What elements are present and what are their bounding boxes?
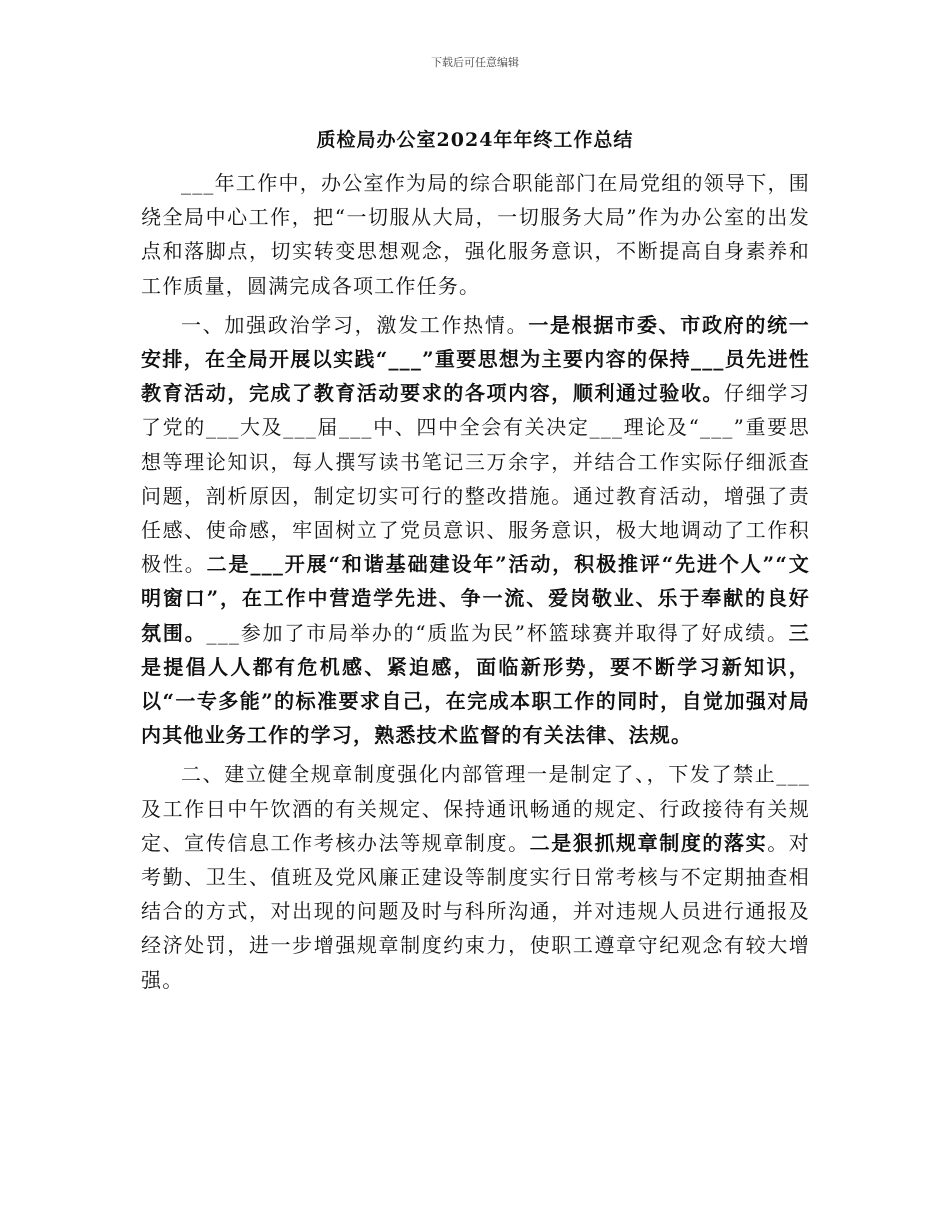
text-run-bold: 二是狠抓规章制度的落实 [529, 830, 768, 855]
header-note: 下载后可任意编辑 [431, 56, 519, 69]
document-body [141, 166, 810, 1002]
text-run: 一、加强政治学习，激发工作热情。 [181, 312, 529, 337]
text-run: ___参加了市局举办的“质监为民”杯篮球赛并取得了好成绩。 [206, 620, 789, 645]
text-run-bold: 二是___开展“和谐基础建设年”活动，积极推评“先进个人”“文明窗口”，在工作中营造学先进、争一流、爱岗敬业、乐于奉献的良好氛围。 [141, 552, 810, 645]
paragraph-intro [141, 166, 810, 303]
text-run-bold: 一是根据市委、市政府的统一安排，在全局开展以实践“___”重要思想为主要内容的保持___员先进性教育活动，完成了教育活动要求的各项内容，顺利通过验收。 [141, 312, 810, 406]
text-run-bold: 三是提倡人人都有危机感、紧迫感，面临新形势，要不断学习新知识，以“一专多能”的标准要求自己，在完成本职工作的同时，自觉加强对局内其他业务工作的学习，熟悉技术监督的有关法律、法规。 [141, 620, 810, 748]
paragraph-section-2 [141, 757, 810, 996]
paragraph-section-1 [141, 308, 810, 753]
text-run: 二、建立健全规章制度强化内部管理一是制定了、，下发了禁止___及工作日中午饮酒的有关规定、保持通讯畅通的规定、行政接待有关规定、宣传信息工作考核办法等规章制度。 [141, 762, 810, 855]
text-run: 仔细学习了党的___大及___届___中、四中全会有关决定___理论及“___”重要思想等理论知识，每人撰写读书笔记三万余字，并结合工作实际仔细派查问题，剖析原因，制定切实可行的整改措施。通过教育活动，增强了责任感、使命感，牢固树立了党员意识、服务意识，极大地调动了工作积极性。 [141, 381, 810, 577]
text-run: 。对考勤、卫生、值班及党风廉正建设等制度实行日常考核与不定期抽查相结合的方式，对出现的问题及时与科所沟通，并对违规人员进行通报及经济处罚，进一步增强规章制度约束力，使职工遵章守纪观念有较大增强。 [141, 830, 810, 992]
text-run: ___年工作中，办公室作为局的综合职能部门在局党组的领导下，围绕全局中心工作，把“一切服从大局，一切服务大局”作为办公室的出发点和落脚点，切实转变思想观念，强化服务意识，不断提高自身素养和工作质量，圆满完成各项工作任务。 [141, 171, 810, 298]
document-title: 质检局办公室2024年年终工作总结 [316, 129, 634, 151]
